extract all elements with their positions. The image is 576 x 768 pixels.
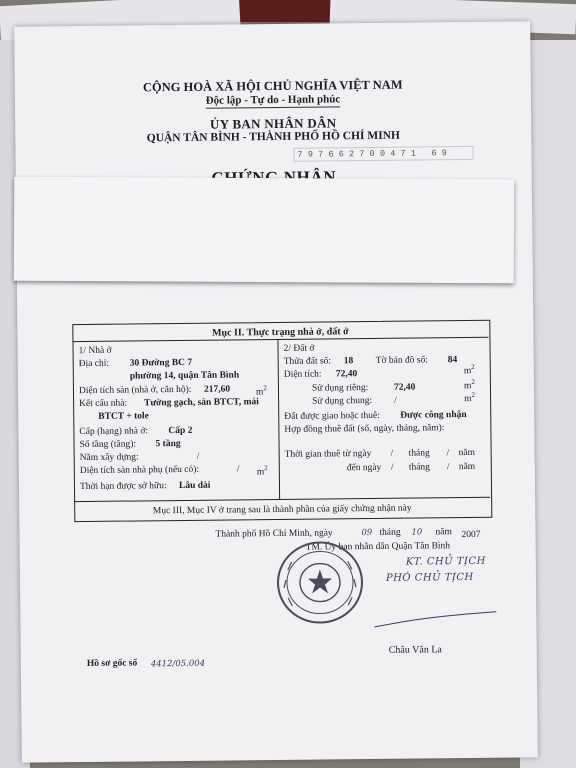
signing-place: Thành phố Hồ Chí Minh, ngày <box>215 528 333 540</box>
record-label: Hồ sơ gốc số <box>86 658 138 669</box>
land-heading: 2/ Đất ở <box>283 343 315 354</box>
allocation-label: Đất được giao hoặc thuê: <box>284 410 380 422</box>
private-use-value: 72,40 <box>393 382 416 393</box>
committee-line: TM. Ủy ban nhân dân Quận Tân Bình <box>305 541 451 553</box>
structure-line1: Tường gạch, sàn BTCT, mái <box>144 397 259 409</box>
district-header: QUẬN TÂN BÌNH - THÀNH PHỐ HỒ CHÍ MINH <box>146 129 400 145</box>
signing-month: 10 <box>411 527 423 538</box>
private-use-unit: $m^2$ <box>463 377 475 392</box>
structure-label: Kết cấu nhà: <box>79 398 128 410</box>
authority-header: ỦY BAN NHÂN DÂN <box>209 115 337 132</box>
signer-name: Châu Văn La <box>388 644 442 656</box>
lease-from-label: Thời gian thuê từ ngày <box>284 449 372 460</box>
on-behalf-line: KT. CHỦ TỊCH <box>405 555 486 568</box>
certificate-document <box>14 21 538 762</box>
lease-to-year: năm <box>458 461 476 473</box>
floors-value: 5 tầng <box>155 439 181 450</box>
lease-from-slash1: / <box>390 448 394 459</box>
nation-header: CỘNG HOÀ XÃ HỘI CHỦ NGHĨA VIỆT NAM <box>142 77 403 95</box>
ownership-label: Thời hạn được sở hữu: <box>79 481 167 493</box>
house-heading: 1/ Nhà ở <box>78 345 112 357</box>
section3-note: Mục III, Mục IV ở trang sau là thành phần của giấy chứng nhận này <box>152 503 412 517</box>
signing-month-label: tháng <box>379 527 401 538</box>
ownership-value: Lâu dài <box>178 480 211 492</box>
lease-to-month: tháng <box>408 462 430 473</box>
signing-day: 09 <box>361 527 373 539</box>
lease-to-slash1: / <box>390 462 394 473</box>
floor-area-value: 217,60 <box>203 384 231 395</box>
floors-label: Số tầng (tầng): <box>79 439 137 451</box>
lease-contract-label: Hợp đồng thuê đất (số, ngày, tháng, năm): <box>284 423 445 435</box>
private-use-label: Sử dụng riêng: <box>311 383 369 394</box>
year-built-slash: / <box>196 451 200 462</box>
lease-to-label: đến ngày <box>346 462 382 474</box>
map-value: 84 <box>447 355 458 366</box>
structure-line2: BTCT + tole <box>98 411 149 422</box>
lease-from-month: tháng <box>408 448 430 459</box>
shared-use-label: Sử dụng chung: <box>312 395 373 407</box>
aux-area-slash: / <box>236 464 240 475</box>
floor-area-unit: $m^2$ <box>255 384 267 398</box>
shared-use-unit: $m^2$ <box>464 390 475 405</box>
plot-label: Thửa đất số: <box>283 356 332 367</box>
position-line: PHÓ CHỦ TỊCH <box>385 571 474 584</box>
lease-to-slash2: / <box>446 462 450 473</box>
shared-use-value: / <box>394 395 397 406</box>
signing-year: 2007 <box>461 529 481 541</box>
address-label: Địa chỉ: <box>78 358 110 370</box>
section2-title: Mục II. Thực trạng nhà ở, đất ở <box>211 326 349 339</box>
area-unit: $m^2$ <box>463 362 475 377</box>
official-seal-icon <box>274 539 367 626</box>
allocation-value: Được công nhận <box>400 410 467 421</box>
signing-year-label: năm <box>435 527 452 538</box>
record-value: 4412/05.004 <box>150 658 206 670</box>
aux-area-label: Diện tích sàn nhà phụ (nếu có): <box>79 464 200 477</box>
year-built-label: Năm xây dựng: <box>79 452 139 464</box>
covering-paper-strip <box>14 177 515 284</box>
aux-area-unit: $m^2$ <box>256 464 268 478</box>
area-label: Diện tích: <box>283 369 322 380</box>
lease-from-slash2: / <box>446 448 450 459</box>
grade-label: Cấp (hạng) nhà ở: <box>79 426 149 438</box>
handwritten-signature <box>366 586 507 637</box>
area-value: 72,40 <box>335 369 358 380</box>
signature-block <box>366 538 507 639</box>
lease-from-year: năm <box>458 447 476 459</box>
address-line1: 30 Đường BC 7 <box>129 357 193 369</box>
plot-value: 18 <box>343 356 354 367</box>
address-line2: phường 14, quận Tân Bình <box>129 370 240 382</box>
floor-area-label: Diện tích sàn (nhà ở, căn hộ): <box>78 384 192 397</box>
map-label: Tờ bản đồ số: <box>375 355 428 366</box>
motto: Độc lập - Tự do - Hạnh phúc <box>205 93 341 107</box>
grade-value: Cấp 2 <box>168 425 193 437</box>
serial-number: 797662700471 69 <box>297 148 453 160</box>
